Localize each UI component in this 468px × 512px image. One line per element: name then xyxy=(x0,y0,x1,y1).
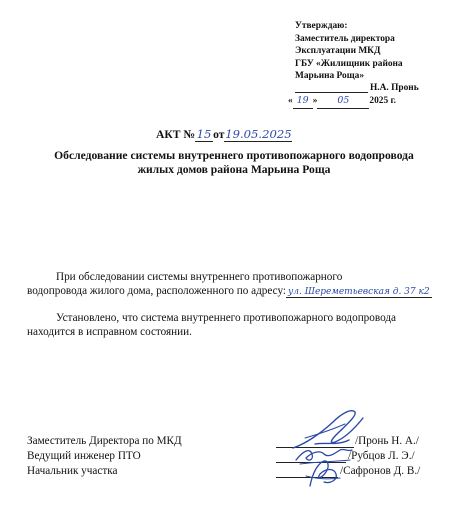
approval-signature-line xyxy=(295,92,368,93)
approval-date-day: 19 xyxy=(293,95,313,109)
signature-name-1: /Пронь Н. А./ xyxy=(355,435,419,447)
act-number: 15 xyxy=(196,127,212,141)
paragraph1-line2 xyxy=(27,284,432,299)
paragraph1-line1: При обследовании системы внутреннего противопожарного xyxy=(56,271,343,283)
signature-role-1: Заместитель Директора по МКД xyxy=(27,435,182,447)
approval-signer: Н.А. Пронь xyxy=(370,83,419,93)
approval-date-year: 2025 г. xyxy=(369,96,397,106)
act-date: 19.05.2025 xyxy=(225,127,292,141)
act-prefix: АКТ № xyxy=(156,128,196,141)
act-number-line xyxy=(156,127,292,142)
signature-name-3: /Сафронов Д. В./ xyxy=(340,465,421,477)
signature-role-2: Ведущий инженер ПТО xyxy=(27,450,141,462)
signature-name-2: /Рубцов Л. Э./ xyxy=(348,450,415,462)
date-close-quote: » xyxy=(312,96,318,106)
paragraph2-line1: Установлено, что система внутреннего противопожарного водопровода xyxy=(56,312,397,324)
approval-heading: Утверждаю: xyxy=(295,21,348,31)
approval-organization-end: Марьина Роща» xyxy=(295,71,365,82)
paragraph2-line2: находится в исправном состоянии. xyxy=(27,326,192,338)
approval-position: Заместитель директора xyxy=(295,33,395,44)
act-title-line2: жилых домов района Марьина Роща xyxy=(137,163,331,176)
act-from-word: от xyxy=(213,128,225,141)
approval-organization: ГБУ «Жилищник района xyxy=(295,58,403,69)
act-title-line1: Обследование системы внутреннего противопожарного водопровода xyxy=(54,149,414,162)
date-open-quote: « xyxy=(288,96,293,106)
approval-department: Эксплуатации МКД xyxy=(295,46,381,57)
signature-role-3: Начальник участка xyxy=(27,465,118,477)
approval-date-month: 05 xyxy=(317,95,369,109)
approval-date-row xyxy=(288,95,396,109)
address-handwritten: ул. Шереметьевская д. 37 к2 xyxy=(288,287,430,297)
paragraph1-text: водопровода жилого дома, расположенного по адресу: xyxy=(27,285,287,297)
handwritten-signature-3 xyxy=(300,456,350,492)
